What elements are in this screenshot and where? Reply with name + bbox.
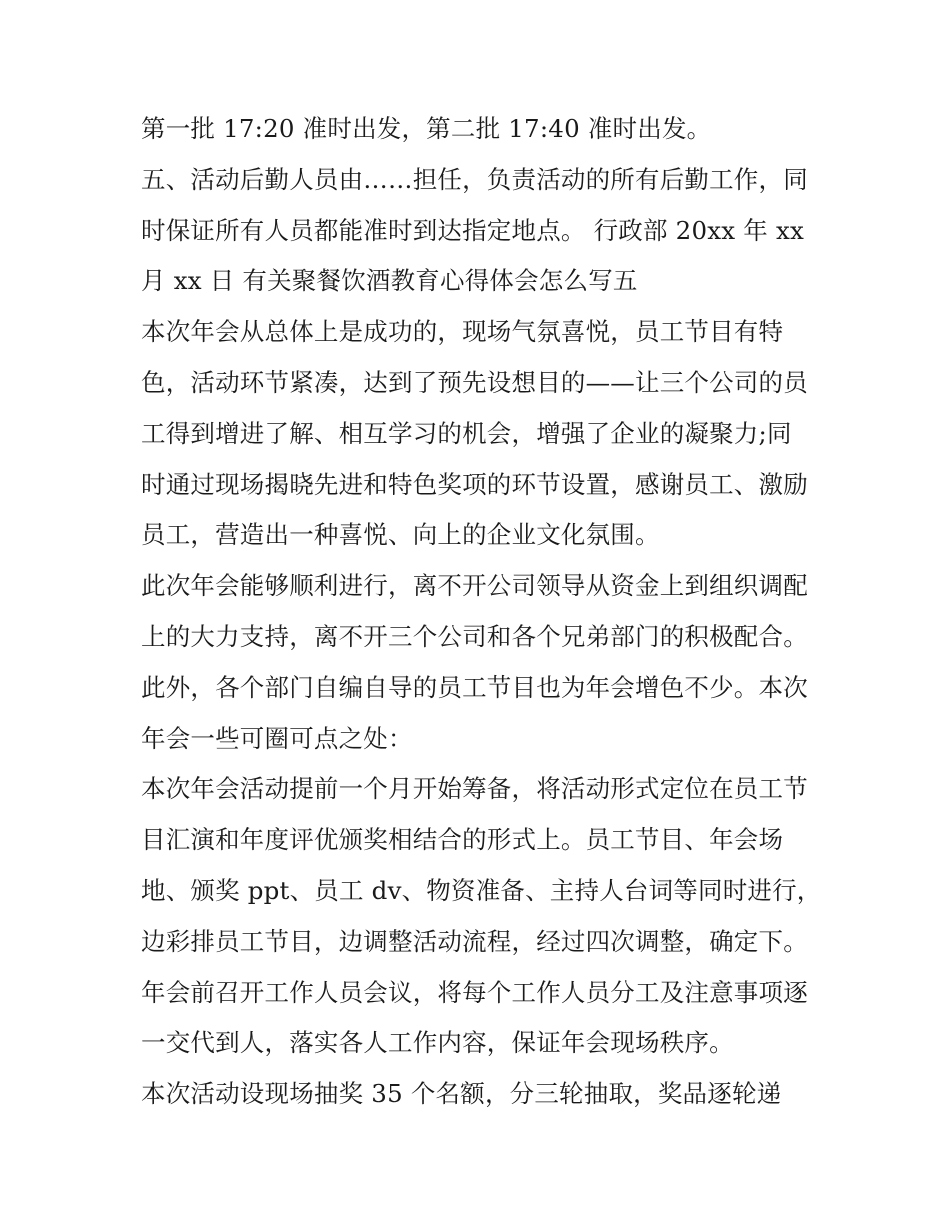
- text-line: 本次年会从总体上是成功的，现场气氛喜悦，员工节目有特: [141, 317, 784, 347]
- text-line: 边彩排员工节目，边调整活动流程，经过四次调整，确定下。: [141, 926, 808, 956]
- text-line: 时保证所有人员都能准时到达指定地点。 行政部 20xx 年 xx: [141, 215, 804, 245]
- text-line: 地、颁奖 ppt、员工 dv、物资准备、主持人台词等同时进行，: [141, 875, 822, 905]
- text-line: 此外，各个部门自编自导的员工节目也为年会增色不少。本次: [141, 672, 808, 702]
- text-line: 时通过现场揭晓先进和特色奖项的环节设置，感谢员工、激励: [141, 469, 808, 499]
- text-line: 五、活动后勤人员由……担任，负责活动的所有后勤工作，同: [141, 164, 808, 194]
- text-line: 工得到增进了解、相互学习的机会，增强了企业的凝聚力;同: [141, 418, 792, 448]
- text-line: 年会前召开工作人员会议，将每个工作人员分工及注意事项逐: [141, 977, 808, 1007]
- text-line: 年会一些可圈可点之处：: [141, 723, 413, 753]
- text-line: 一交代到人，落实各人工作内容，保证年会现场秩序。: [141, 1028, 734, 1058]
- text-line: 目汇演和年度评优颁奖相结合的形式上。员工节目、年会场: [141, 825, 784, 855]
- document-body: [141, 104, 821, 1120]
- text-line: 上的大力支持，离不开三个公司和各个兄弟部门的积极配合。: [141, 621, 808, 651]
- text-line: 本次活动设现场抽奖 35 个名额，分三轮抽取，奖品逐轮递: [141, 1079, 782, 1109]
- text-line: 第一批 17:20 准时出发，第二批 17:40 准时出发。: [141, 114, 712, 143]
- text-line: 月 xx 日 有关聚餐饮酒教育心得体会怎么写五: [141, 266, 638, 296]
- text-line: 色，活动环节紧凑，达到了预先设想目的——让三个公司的员: [141, 367, 808, 397]
- text-line: 员工，营造出一种喜悦、向上的企业文化氛围。: [141, 520, 660, 550]
- text-line: 本次年会活动提前一个月开始筹备，将活动形式定位在员工节: [141, 774, 808, 804]
- text-line: 此次年会能够顺利进行，离不开公司领导从资金上到组织调配: [141, 571, 808, 601]
